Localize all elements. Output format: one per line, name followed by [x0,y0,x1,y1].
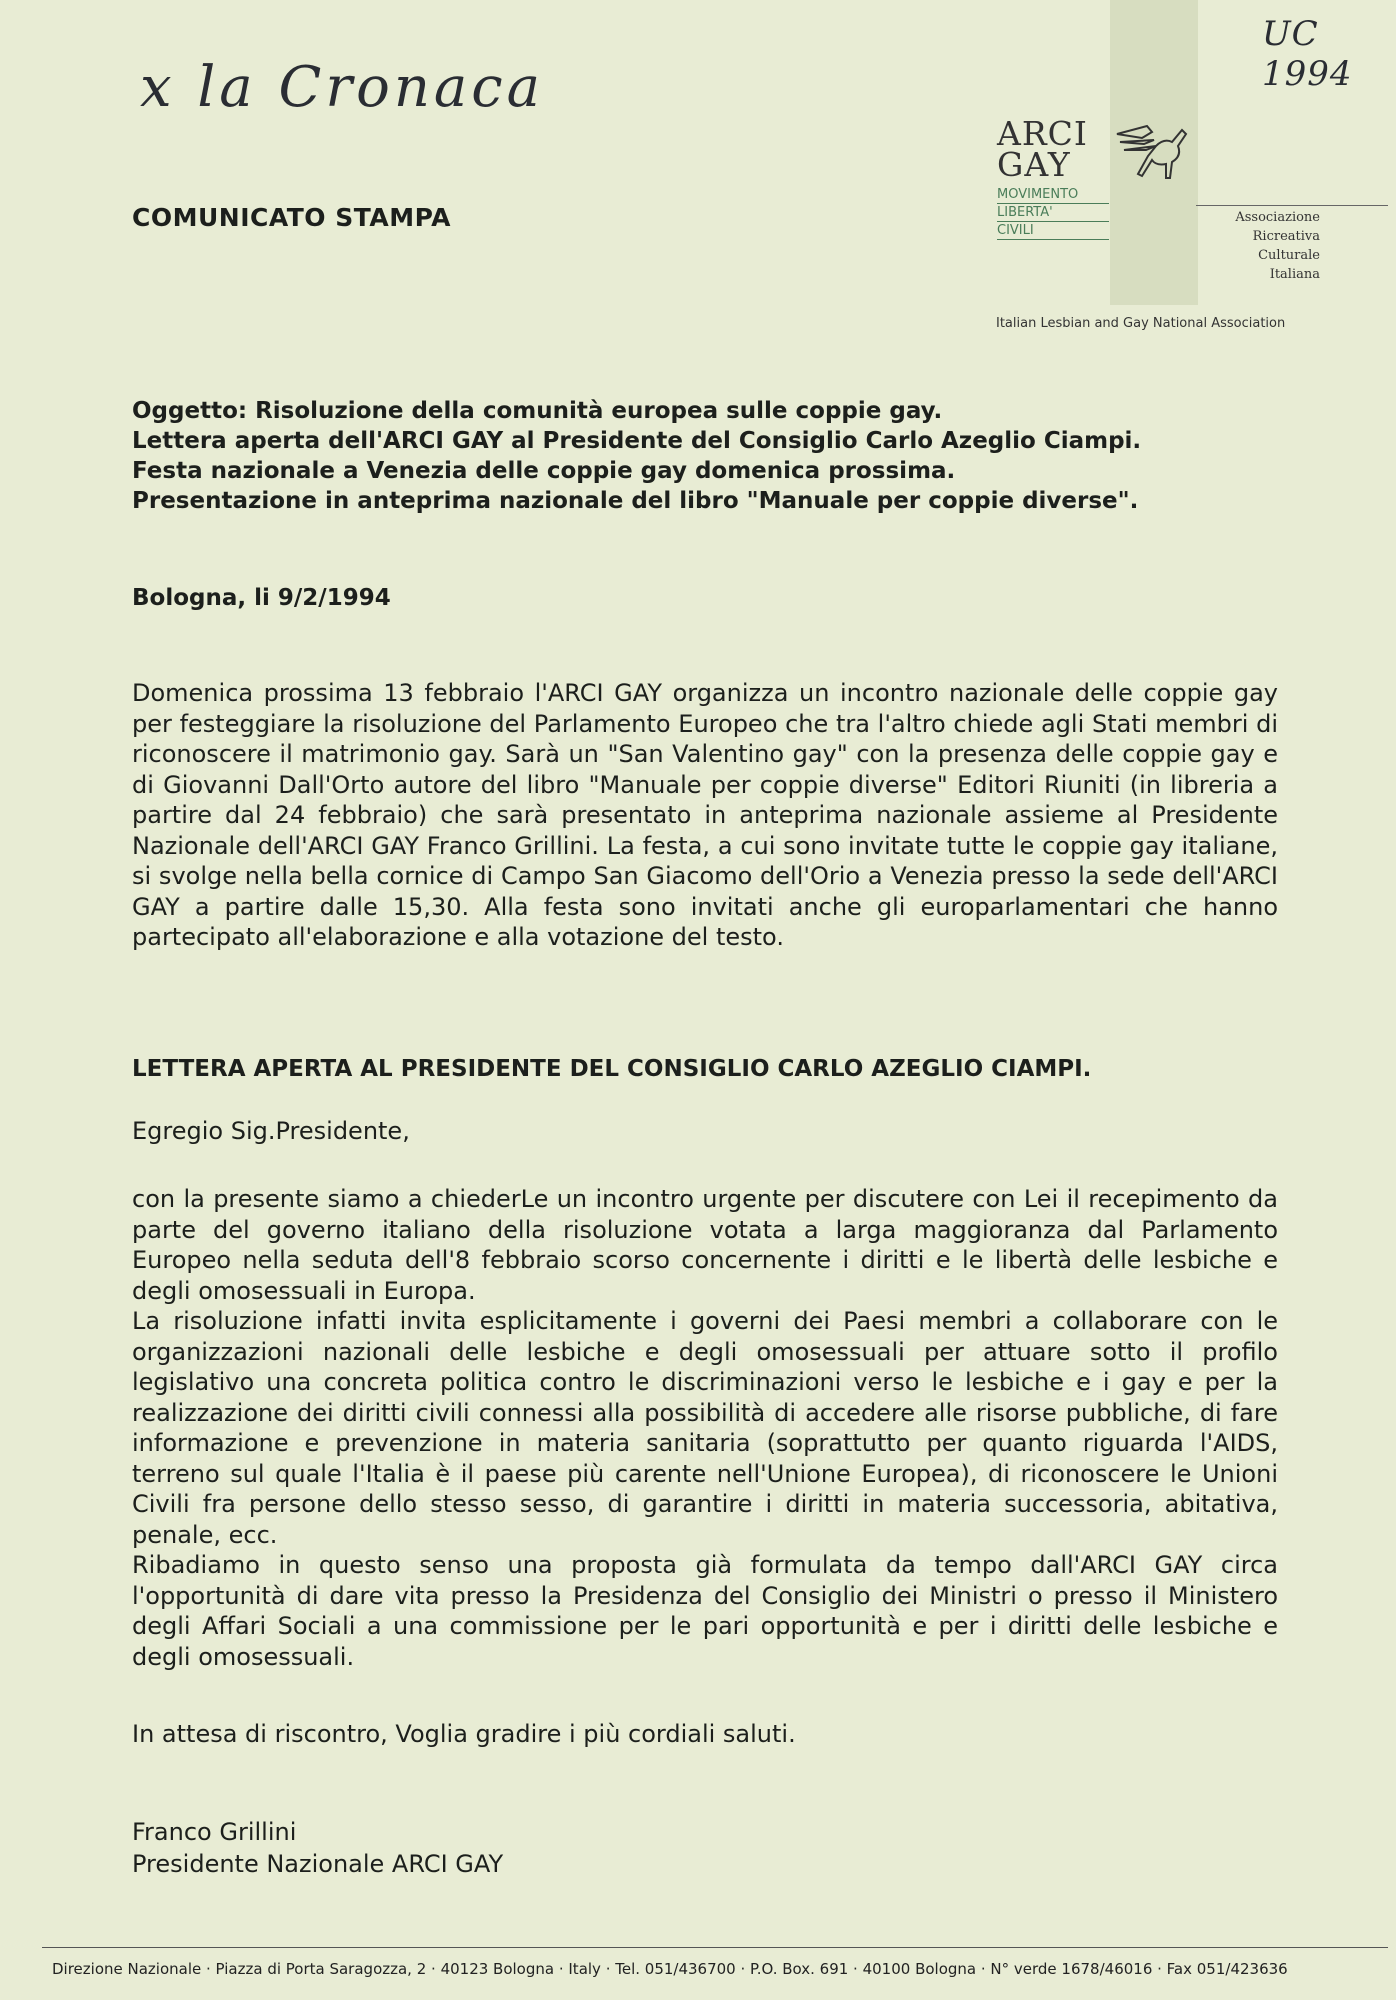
logo-sub-civili: CIVILI [997,222,1109,240]
logo-line-gay: GAY [997,145,1071,184]
letter-greeting: Egregio Sig.Presidente, [132,1117,410,1145]
assoc-line-4: Italiana [1269,267,1320,282]
assoc-line-2: Ricreativa [1252,229,1320,244]
footer-divider [42,1947,1388,1948]
handwritten-archive-code: UC 1994 [1262,14,1353,94]
letter-paragraph: La risoluzione infatti invita esplicitamente i governi dei Paesi membri a collaborare con le organizzazioni nazionali delle lesbiche e degli omosessuali per attuare sotto il profilo legislativo una concreta politica contro le discriminazioni verso le lesbiche e i gay e per la realizzazione dei diritti civili connessi alla possibilità di accedere alle risorse pubbliche, di fare informazione e prevenzione in materia sanitaria (soprattutto per quanto riguarda l'AIDS, terreno sul quale l'Italia è il paese più carente nell'Unione Europea), di riconoscere le Unioni Civili fra persone dello stesso sesso, di garantire i diritti in materia successoria, abitativa, penale, ecc. [132,1307,1278,1549]
subject-block [132,396,1312,516]
body-paragraph: Domenica prossima 13 febbraio l'ARCI GAY organizza un incontro nazionale delle coppie gay per festeggiare la risoluzione del Parlamento Europeo che tra l'altro chiede agli Stati membri di riconoscere il matrimonio gay. Sarà un "San Valentino gay" con la presenza delle coppie gay e di Giovanni Dall'Orto autore del libro "Manuale per coppie diverse" Editori Riuniti (in libreria a partire dal 24 febbraio) che sarà presentato in anteprima nazionale assieme al Presidente Nazionale dell'ARCI GAY Franco Grillini. La festa, a cui sono invitate tutte le coppie gay italiane, si svolge nella bella cornice di Campo San Giacomo dell'Orio a Venezia presso la sede dell'ARCI GAY a partire dalle 15,30. Alla festa sono invitati anche gli europarlamentari che hanno partecipato all'elaborazione e alla votazione del testo. [132,679,1278,951]
logo-sub-liberta: LIBERTA' [997,204,1109,222]
document-title: COMUNICATO STAMPA [132,203,451,232]
letter-paragraph: Ribadiamo in questo senso una proposta già formulata da tempo dall'ARCI GAY circa l'opportunità di dare vita presso la Presidenza del Consiglio dei Ministri o presso il Ministero degli Affari Sociali a una commissione per le pari opportunità e per i diritti delle lesbiche e degli omosessuali. [132,1551,1278,1671]
document-date: Bologna, li 9/2/1994 [132,585,391,611]
association-label [1196,208,1320,284]
letter-title: LETTERA APERTA AL PRESIDENTE DEL CONSIGLIO CARLO AZEGLIO CIAMPI. [132,1056,1092,1082]
pegasus-icon [1112,116,1192,188]
logo-sub-movimento: MOVIMENTO [997,186,1109,204]
letter-body [132,1184,1278,1672]
subject-line: Lettera aperta dell'ARCI GAY al Presidente del Consiglio Carlo Azeglio Ciampi. [132,428,1142,454]
assoc-line-3: Culturale [1258,248,1320,263]
letterhead-divider [1196,205,1388,206]
national-association: Italian Lesbian and Gay National Association [996,316,1286,331]
arci-gay-logo [997,114,1088,184]
letter-closing: In attesa di riscontro, Voglia gradire i più cordiali saluti. [132,1720,796,1748]
handwritten-note: x la Cronaca [140,55,545,120]
signature-block [132,1816,503,1880]
assoc-line-1: Associazione [1235,210,1320,225]
subject-line: Oggetto: Risoluzione della comunità europea sulle coppie gay. [132,398,943,424]
logo-subtitle [997,186,1109,240]
letter-paragraph: con la presente siamo a chiederLe un incontro urgente per discutere con Lei il recepimento da parte del governo italiano della risoluzione votata a larga maggioranza dal Parlamento Europeo nella seduta dell'8 febbraio scorso concernente i diritti e le libertà delle lesbiche e degli omosessuali in Europa. [132,1185,1278,1305]
signature-title: Presidente Nazionale ARCI GAY [132,1850,504,1878]
footer-address: Direzione Nazionale · Piazza di Porta Saragozza, 2 · 40123 Bologna · Italy · Tel. 051/436700 · P.O. Box. 691 · 40100 Bologna · N° verde 1678/46016 · Fax 051/423636 [52,1960,1288,1978]
logo-line-arci: ARCI [997,114,1088,153]
subject-line: Presentazione in anteprima nazionale del libro "Manuale per coppie diverse". [132,488,1139,514]
signature-name: Franco Grillini [132,1818,297,1846]
subject-line: Festa nazionale a Venezia delle coppie gay domenica prossima. [132,458,956,484]
